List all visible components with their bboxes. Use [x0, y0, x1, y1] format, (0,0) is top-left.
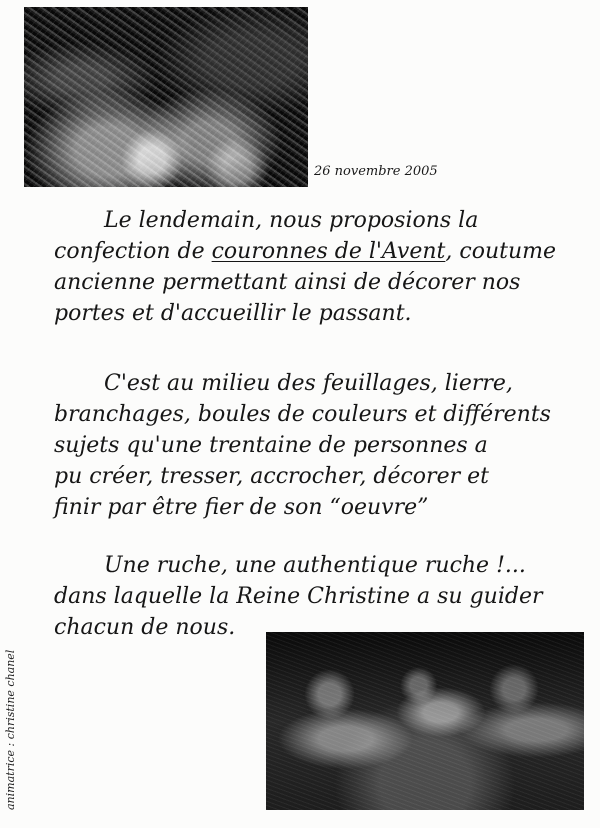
workshop-group-photo [266, 632, 584, 810]
wreath-materials-photo [24, 7, 308, 187]
paragraph-1-line-2-start: confection de [54, 239, 212, 264]
paragraph-1-line-2-end: , coutume [445, 239, 557, 264]
paragraph-2-line-1: C'est au milieu des feuillages, lierre, [104, 371, 513, 396]
paragraph-3-line-2: dans laquelle la Reine Christine a su guider [54, 584, 543, 609]
paragraph-2-line-5: finir par être fier de son “oeuvre” [54, 495, 429, 520]
paragraph-1 [54, 205, 574, 329]
paragraph-2 [54, 368, 574, 523]
paragraph-3 [54, 550, 574, 643]
paragraph-2-line-2: branchages, boules de couleurs et différents [54, 402, 551, 427]
paragraph-1-line-2 [54, 236, 574, 267]
paragraph-2-line-3: sujets qu'une trentaine de personnes a [54, 433, 488, 458]
paragraph-1-line-3: ancienne permettant ainsi de décorer nos [54, 270, 521, 295]
photo-credit: animatrice : christine chanel [4, 649, 17, 810]
paragraph-2-line-4: pu créer, tresser, accrocher, décorer et [54, 464, 489, 489]
underlined-phrase: couronnes de l'Avent [211, 239, 446, 264]
paragraph-3-line-3: chacun de nous. [54, 615, 236, 640]
date-caption: 26 novembre 2005 [314, 164, 438, 179]
paragraph-3-line-1: Une ruche, une authentique ruche !... [104, 553, 526, 578]
paragraph-1-line-1: Le lendemain, nous proposions la [104, 208, 479, 233]
paragraph-1-line-4: portes et d'accueillir le passant. [54, 301, 412, 326]
